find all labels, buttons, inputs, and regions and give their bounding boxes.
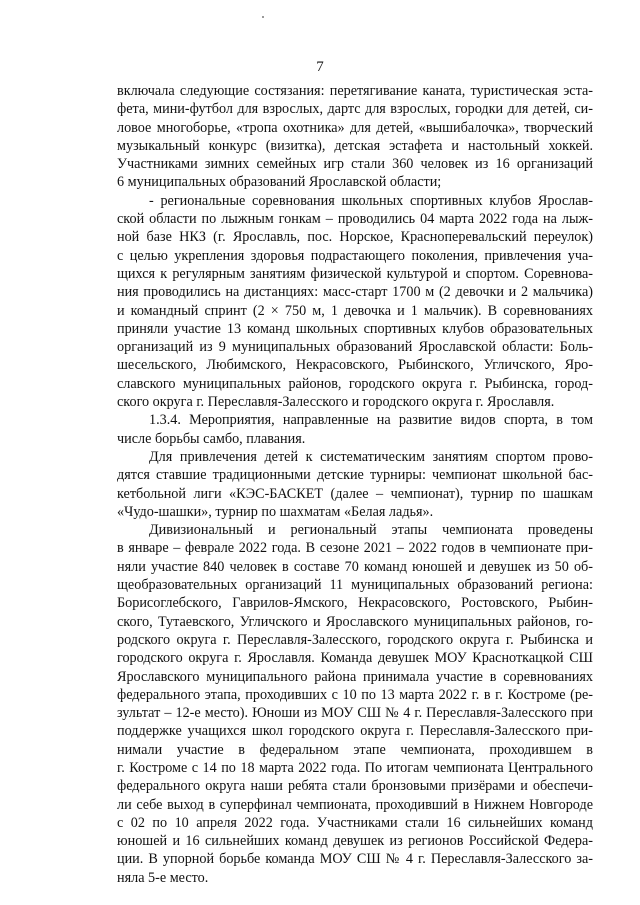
text-line: Дивизиональный и региональный этапы чемпионата проведены (149, 522, 593, 539)
text-line: ной базе НКЗ (г. Ярославль, пос. Норское, Красноперевальский переулок) (117, 229, 593, 246)
text-line: славского муниципальных районов, городского округа г. Рыбинска, город- (117, 375, 593, 392)
text-line: ского округа г. Переславля-Залесского и городского округа г. Ярославля. (117, 394, 555, 411)
text-line: щеобразовательных организаций 11 муниципальных образований региона: (117, 577, 593, 594)
text-line: с целью укрепления здоровья подрастающего поколения, привлечения уча- (117, 247, 593, 264)
text-line: юношей и 16 сильнейших команд девушек из регионов Российской Федера- (117, 833, 593, 850)
text-line: включала следующие состязания: перетягивание каната, туристическая эста- (117, 83, 593, 99)
text-line: няли участие 840 человек в составе 70 команд юношей и девушек из 50 об- (117, 558, 593, 575)
text-line: ского, Тутаевского, Угличского и Ярославского муниципальных районов, го- (117, 613, 593, 630)
text-line: музыкальный конкурс (визитка), детская эстафета и настольный хоккей. (117, 137, 593, 154)
text-line: Для привлечения детей к систематическим занятиям спортом прово- (149, 448, 593, 465)
text-line: поддержке учащихся школ городского округа г. Переславля-Залесского при- (117, 723, 593, 740)
text-line: в январе – феврале 2022 года. В сезоне 2021 – 2022 годов в чемпионате при- (117, 540, 593, 557)
document-body (117, 82, 593, 887)
text-line: Борисоглебского, Гаврилов-Ямского, Некрасовского, Ростовского, Рыбин- (117, 595, 593, 612)
text-line: ния проводились на дистанциях: масс-старт 1700 м (2 девочки и 2 мальчика) (117, 284, 593, 301)
paragraph-tournaments (117, 448, 593, 521)
text-line: 6 муниципальных образований Ярославской области; (117, 174, 442, 191)
text-line: городского округа г. Ярославля. Команда девушек МОУ Красноткацкой СШ (117, 650, 593, 667)
text-line: числе борьбы самбо, плавания. (117, 430, 306, 447)
paragraph-ski-races (117, 192, 593, 412)
text-line: - региональные соревнования школьных спортивных клубов Ярослав- (149, 192, 593, 209)
text-line: федерального этапа, проходивших с 10 по 13 марта 2022 г. в г. Костроме (ре- (117, 686, 593, 703)
text-line: дятся ставшие традиционными детские турниры: чемпионат школьной бас- (117, 467, 593, 484)
text-line: «Чудо-шашки», турнир по шахматам «Белая ладья». (117, 503, 434, 520)
text-line: г. Костроме с 14 по 18 марта 2022 года. По итогам чемпионата Центрального (117, 759, 593, 776)
text-line: ли себе выход в суперфинал чемпионата, проходивший в Нижнем Новгороде (117, 796, 593, 813)
text-line: ции. В упорной борьбе команда МОУ СШ № 4 г. Переславля-Залесского за- (117, 851, 593, 868)
text-line: Ярославского муниципального района принимала участие в соревнованиях (117, 668, 593, 685)
text-line: 1.3.4. Мероприятия, направленные на развитие видов спорта, в том (149, 412, 593, 429)
scan-speck (262, 16, 264, 18)
paragraph-section-1-3-4 (117, 411, 593, 448)
text-line: нимали участие в федеральном этапе чемпионата, проходившем в (117, 741, 593, 758)
text-line: ской области по лыжным гонкам – проводились 04 марта 2022 года на лыж- (117, 211, 593, 228)
paragraph-continued-list (117, 82, 593, 192)
text-line: ловое многоборье, «тропа охотника» для детей, «вышибалочка», творческий (117, 119, 593, 136)
paragraph-championship (117, 521, 593, 887)
text-line: приняли участие 13 команд школьных спортивных клубов образовательных (117, 320, 593, 337)
text-line: Участниками зимних семейных игр стали 360 человек из 16 организаций (117, 156, 593, 173)
text-line: организаций из 9 муниципальных образований Ярославской области: Боль- (117, 339, 593, 356)
text-line: фета, мини-футбол для взрослых, дартс для взрослых, городки для детей, си- (117, 101, 593, 118)
text-line: и командный спринт (2 × 750 м, 1 девочка и 1 мальчик). В соревнованиях (117, 302, 593, 319)
page-number: 7 (316, 59, 324, 75)
text-line: с 02 по 10 апреля 2022 года. Участниками стали 16 сильнейших команд (117, 814, 593, 831)
text-line: щихся к регулярным занятиям физической культурой и спортом. Соревнова- (117, 265, 593, 282)
text-line: федерального округа наши ребята стали бронзовыми призёрами и обеспечи- (117, 778, 593, 795)
text-line: родского округа г. Переславля-Залесского, городского округа г. Рыбинска и (117, 631, 593, 648)
text-line: няла 5-е место. (117, 869, 209, 886)
text-line: зультат – 12-е место). Юноши из МОУ СШ № 4 г. Переславля-Залесского при (117, 705, 593, 722)
text-line: шесельского, Любимского, Некрасовского, Рыбинского, Угличского, Яро- (117, 357, 593, 374)
text-line: кетбольной лиги «КЭС-БАСКЕТ (далее – чемпионат), турнир по шашкам (117, 485, 593, 502)
